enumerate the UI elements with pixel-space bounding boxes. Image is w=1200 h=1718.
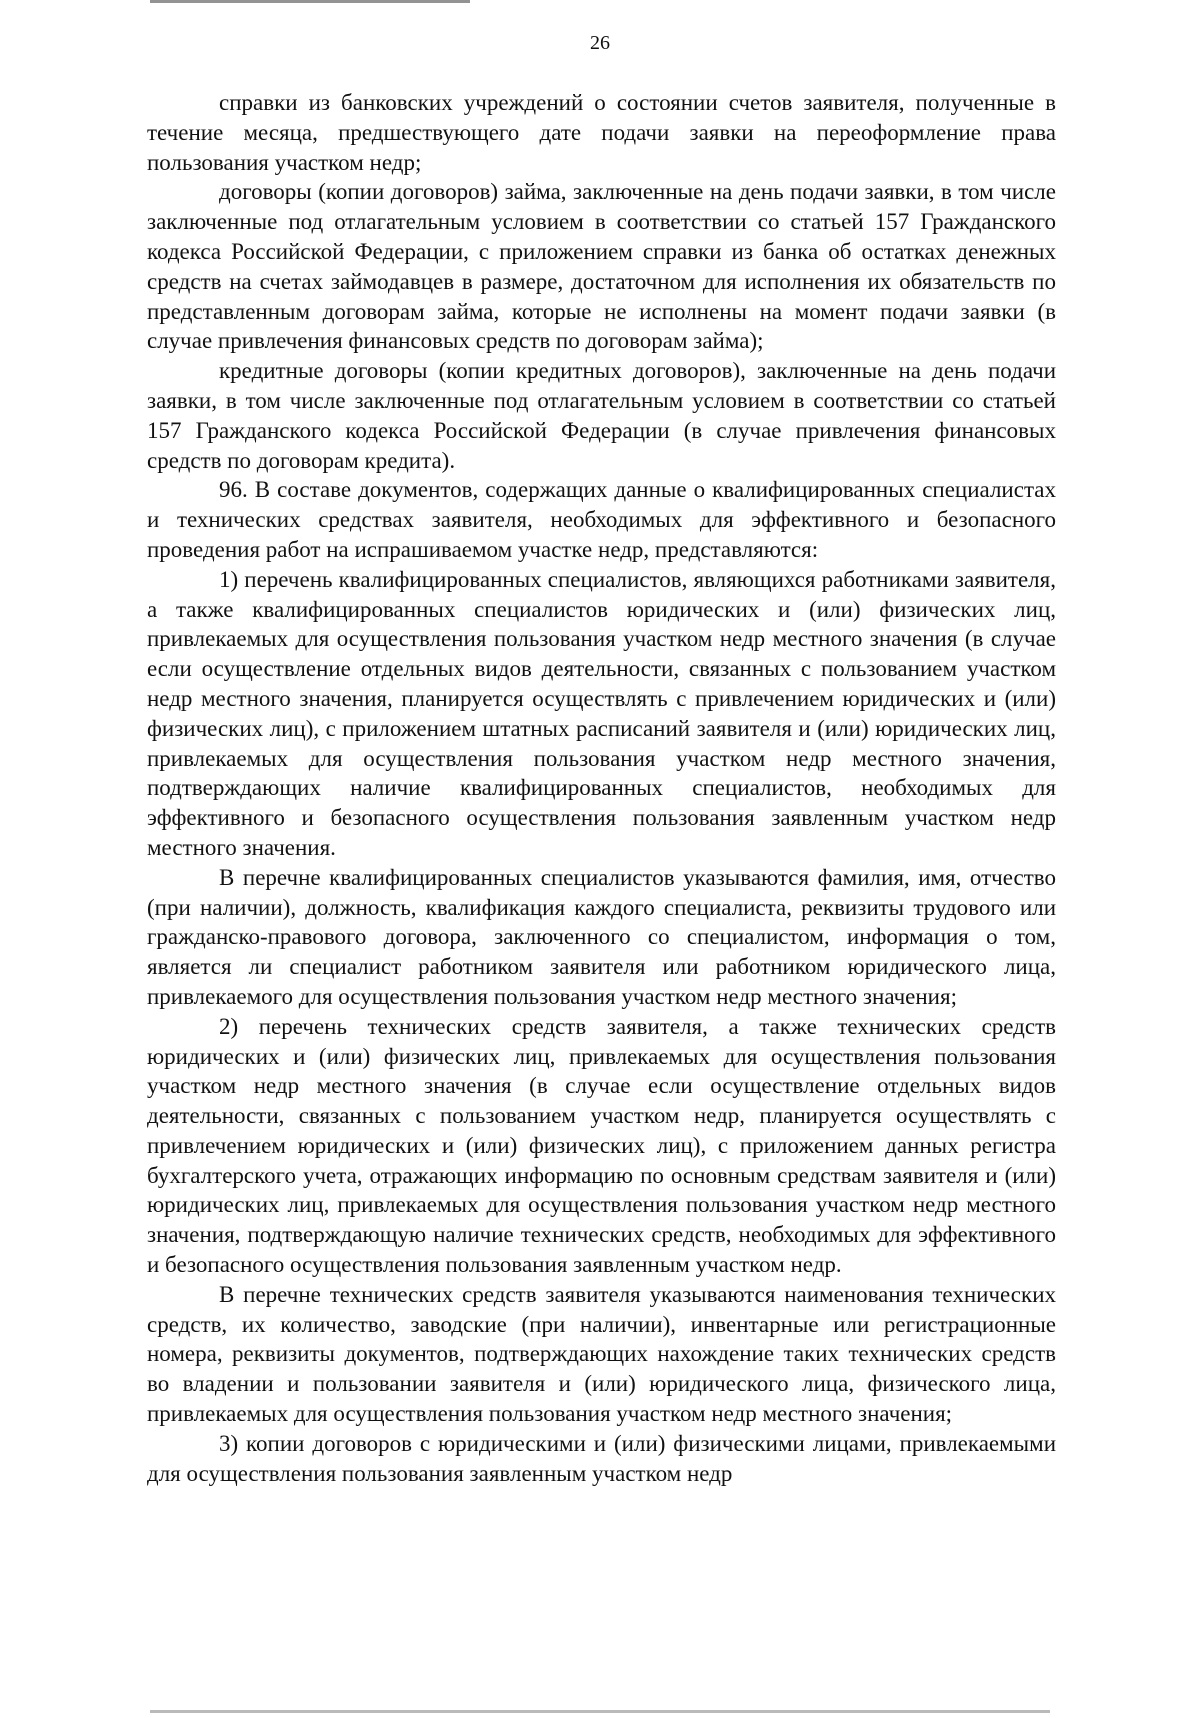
paragraph-contract-copies: 3) копии договоров с юридическими и (или) физическими лицами, привлекаемыми для осуществления пользования заявленным участком недр xyxy=(147,1430,1056,1486)
paragraph-technical-means-list: 2) перечень технических средств заявителя, а также технических средств юридических и (или) физических лиц, привлекаемых для осуществления пользования участком недр местного значения (в случае если осуществление отдельных видов деятельности, связанных с пользованием участком недр, планируется осуществлять с привлечением юридических и (или) физических лиц), с приложением данных регистра бухгалтерского учета, отражающих информацию по основным средствам заявителя и (или) юридических лиц, привлекаемых для осуществления пользования участком недр местного значения, подтверждающую наличие технических средств, необходимых для эффективного и безопасного осуществления пользования заявленным участком недр. xyxy=(147,1013,1056,1278)
paragraph-specialists-list: 1) перечень квалифицированных специалистов, являющихся работниками заявителя, а также квалифицированных специалистов юридических и (или) физических лиц, привлекаемых для осуществления пользования участком недр местного значения (в случае если осуществление отдельных видов деятельности, связанных с пользованием участком недр местного значения, планируется осуществлять с привлечением юридических и (или) физических лиц), с приложением штатных расписаний заявителя и (или) юридических лиц, привлекаемых для осуществления пользования участком недр местного значения, подтверждающих наличие квалифицированных специалистов, необходимых для эффективного и безопасного осуществления пользования заявленным участком недр местного значения. xyxy=(147,566,1056,860)
page-number: 26 xyxy=(590,32,610,54)
paragraph-bank-statements: справки из банковских учреждений о состоянии счетов заявителя, полученные в течение месяца, предшествующего дате подачи заявки на переоформление права пользования участком недр; xyxy=(147,90,1056,175)
paragraph-specialists-details: В перечне квалифицированных специалистов указываются фамилия, имя, отчество (при наличии), должность, квалификация каждого специалиста, реквизиты трудового или гражданско-правового договора, заключенного со специалистом, информация о том, является ли специалист работником заявителя или работником юридического лица, привлекаемого для осуществления пользования участком недр местного значения; xyxy=(147,864,1056,1009)
scan-edge-bottom xyxy=(150,1710,1050,1713)
document-body xyxy=(147,88,1056,1488)
paragraph-credit-agreements: кредитные договоры (копии кредитных договоров), заключенные на день подачи заявки, в том числе заключенные под отлагательным условием в соответствии со статьей 157 Гражданского кодекса Российской Федерации (в случае привлечения финансовых средств по договорам кредита). xyxy=(147,358,1056,473)
paragraph-loan-agreements: договоры (копии договоров) займа, заключенные на день подачи заявки, в том числе заключенные под отлагательным условием в соответствии со статьей 157 Гражданского кодекса Российской Федерации, с приложением справки из банка об остатках денежных средств на счетах займодавцев в размере, достаточном для исполнения их обязательств по представленным договорам займа, которые не исполнены на момент подачи заявки (в случае привлечения финансовых средств по договорам займа); xyxy=(147,179,1056,354)
scan-edge-top xyxy=(150,0,470,3)
paragraph-technical-means-details: В перечне технических средств заявителя указываются наименования технических средств, их количество, заводские (при наличии), инвентарные или регистрационные номера, реквизиты документов, подтверждающих нахождение таких технических средств во владении и пользовании заявителя и (или) юридического лица, физического лица, привлекаемых для осуществления пользования участком недр местного значения; xyxy=(147,1281,1056,1427)
paragraph-item-96: 96. В составе документов, содержащих данные о квалифицированных специалистах и технических средствах заявителя, необходимых для эффективного и безопасного проведения работ на испрашиваемом участке недр, представляются: xyxy=(147,477,1056,562)
